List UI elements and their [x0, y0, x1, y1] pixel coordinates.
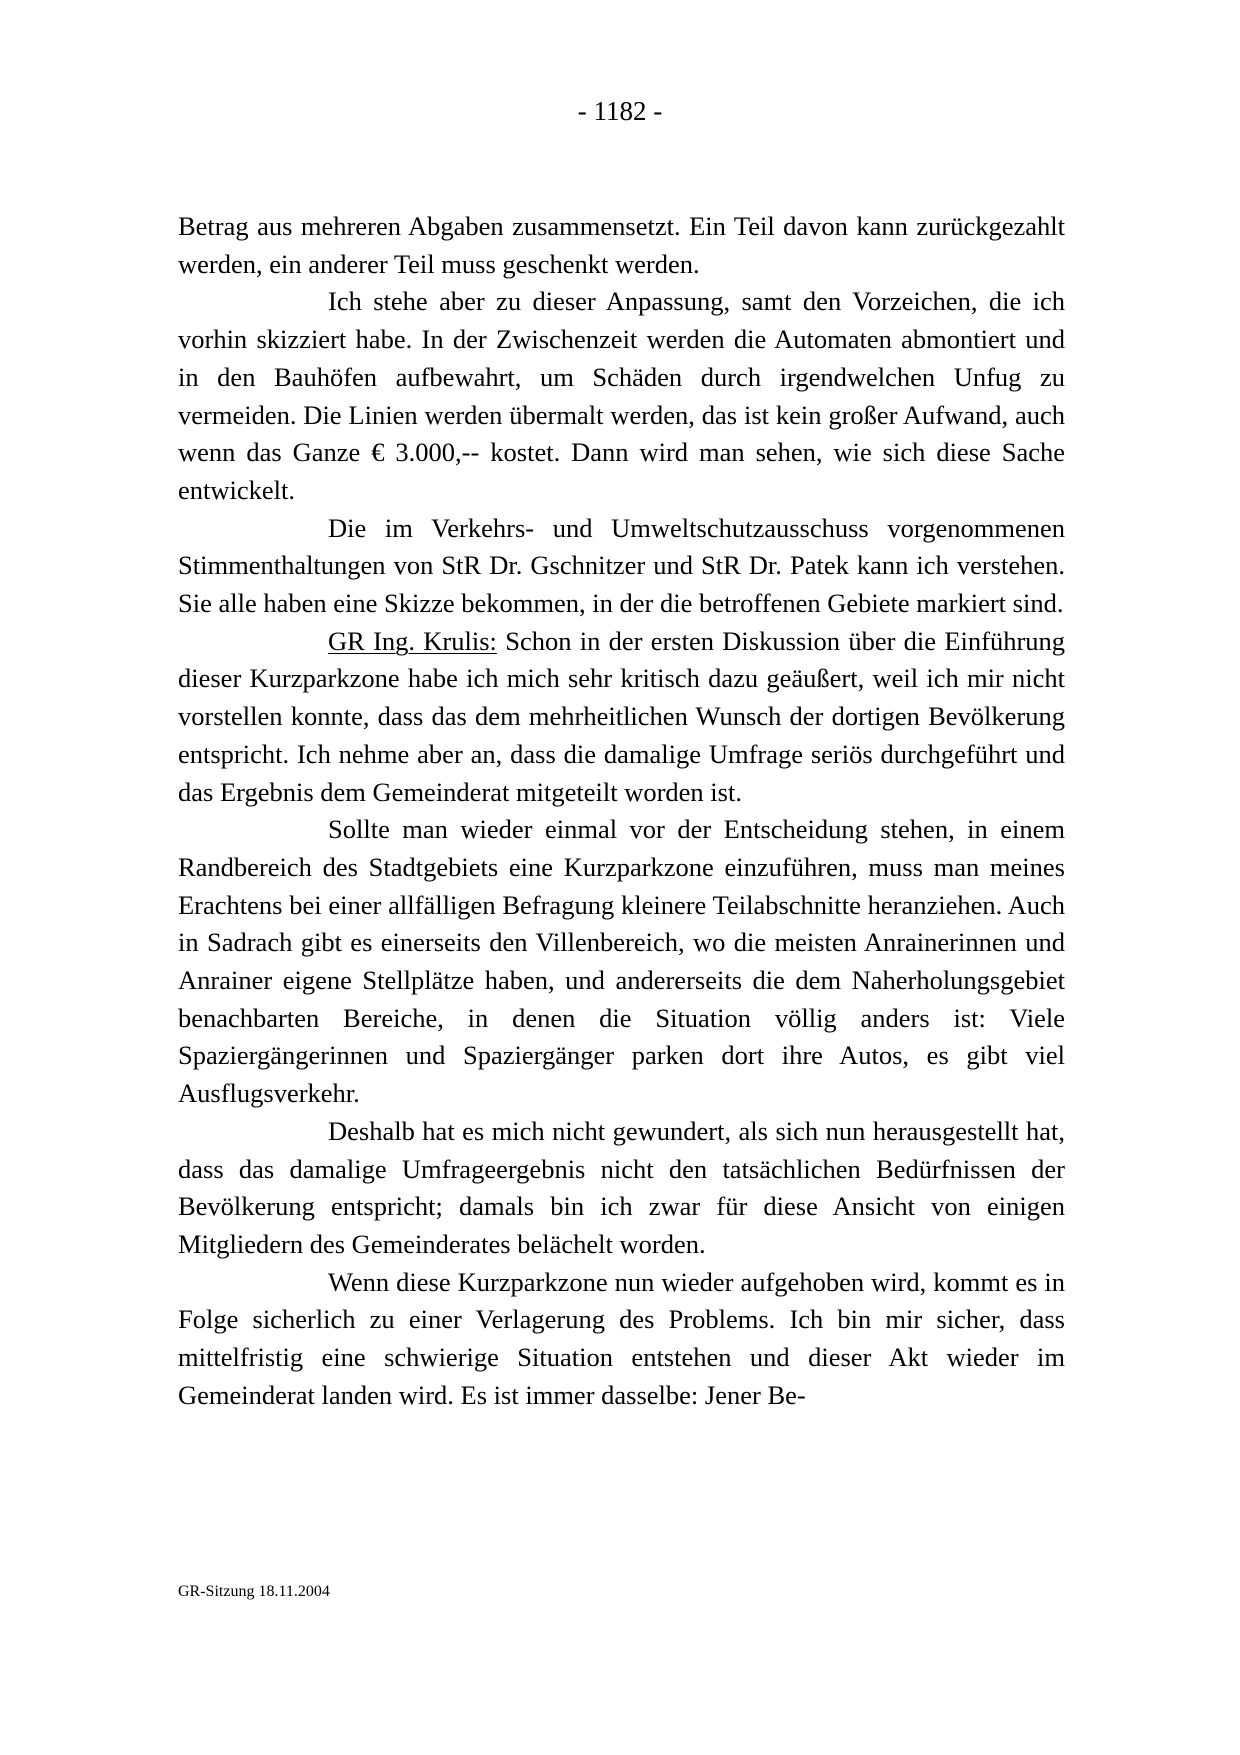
paragraph-5: [178, 811, 1065, 1113]
paragraph-text: Schon in der ersten Diskussion über die Einführung dieser Kurzparkzone habe ich mich sehr kritisch dazu geäußert, weil ich mir nicht vorstellen konnte, dass das dem mehrheitlichen Wunsch der dortigen Bevölkerung entspricht. Ich nehme aber an, dass die damalige Umfrage seriös durchgeführt und das Ergebnis dem Gemeinderat mitgeteilt worden ist.: [178, 625, 1066, 807]
paragraph-6: [178, 1113, 1065, 1264]
paragraph-text: Ich stehe aber zu dieser Anpassung, samt den Vorzeichen, die ich vorhin skizziert habe. In der Zwischenzeit werden die Automaten abmontiert und in den Bauhöfen aufbewahrt, um Schäden durch irgendwelchen Unfug zu vermeiden. Die Linien werden übermalt werden, das ist kein großer Aufwand, auch wenn das Ganze € 3.000,-- kostet. Dann wird man sehen, wie sich diese Sache entwickelt.: [178, 286, 1065, 505]
paragraph-1: [178, 208, 1065, 283]
paragraph-2: [178, 283, 1065, 509]
paragraph-text: Sollte man wieder einmal vor der Entscheidung stehen, in einem Randbereich des Stadtgebiets eine Kurzparkzone einzuführen, muss man meines Erachtens bei einer allfälligen Befragung kleinere Teilabschnitte heranziehen. Auch in Sadrach gibt es einerseits den Villenbereich, wo die meisten Anrainerinnen und Anrainer eigene Stellplätze haben, und andererseits die dem Naherholungsgebiet benachbarten Bereiche, in denen die Situation völlig anders ist: Viele Spaziergängerinnen und Spaziergänger parken dort ihre Autos, es gibt viel Ausflugsverkehr.: [178, 814, 1065, 1109]
paragraph-4: [178, 623, 1065, 812]
paragraph-7: [178, 1264, 1065, 1415]
page-number: - 1182 -: [577, 96, 663, 126]
document-body: [178, 208, 1065, 1415]
paragraph-text: Deshalb hat es mich nicht gewundert, als sich nun herausgestellt hat, dass das damalige Umfrageergebnis nicht den tatsächlichen Bedürfnissen der Bevölkerung entspricht; damals bin ich zwar für diese Ansicht von einigen Mitgliedern des Gemeinderates belächelt worden.: [178, 1115, 1065, 1259]
speaker-name: GR Ing. Krulis:: [328, 625, 497, 656]
paragraph-text: Die im Verkehrs- und Umweltschutzausschuss vorgenommenen Stimmenthaltungen von StR Dr. Gschnitzer und StR Dr. Patek kann ich verstehen. Sie alle haben eine Skizze bekommen, in der die betroffenen Gebiete markiert sind.: [178, 512, 1065, 619]
paragraph-text: Betrag aus mehreren Abgaben zusammensetzt. Ein Teil davon kann zurückgezahlt werden, ein anderer Teil muss geschenkt werden.: [178, 211, 1065, 279]
paragraph-3: [178, 510, 1065, 623]
page-footer: GR-Sitzung 18.11.2004: [178, 1583, 330, 1600]
paragraph-text: Wenn diese Kurzparkzone nun wieder aufgehoben wird, kommt es in Folge sicherlich zu einer Verlagerung des Problems. Ich bin mir sicher, dass mittelfristig eine schwierige Situation entstehen und dieser Akt wieder im Gemeinderat landen wird. Es ist immer dasselbe: Jener Be-: [178, 1266, 1065, 1410]
